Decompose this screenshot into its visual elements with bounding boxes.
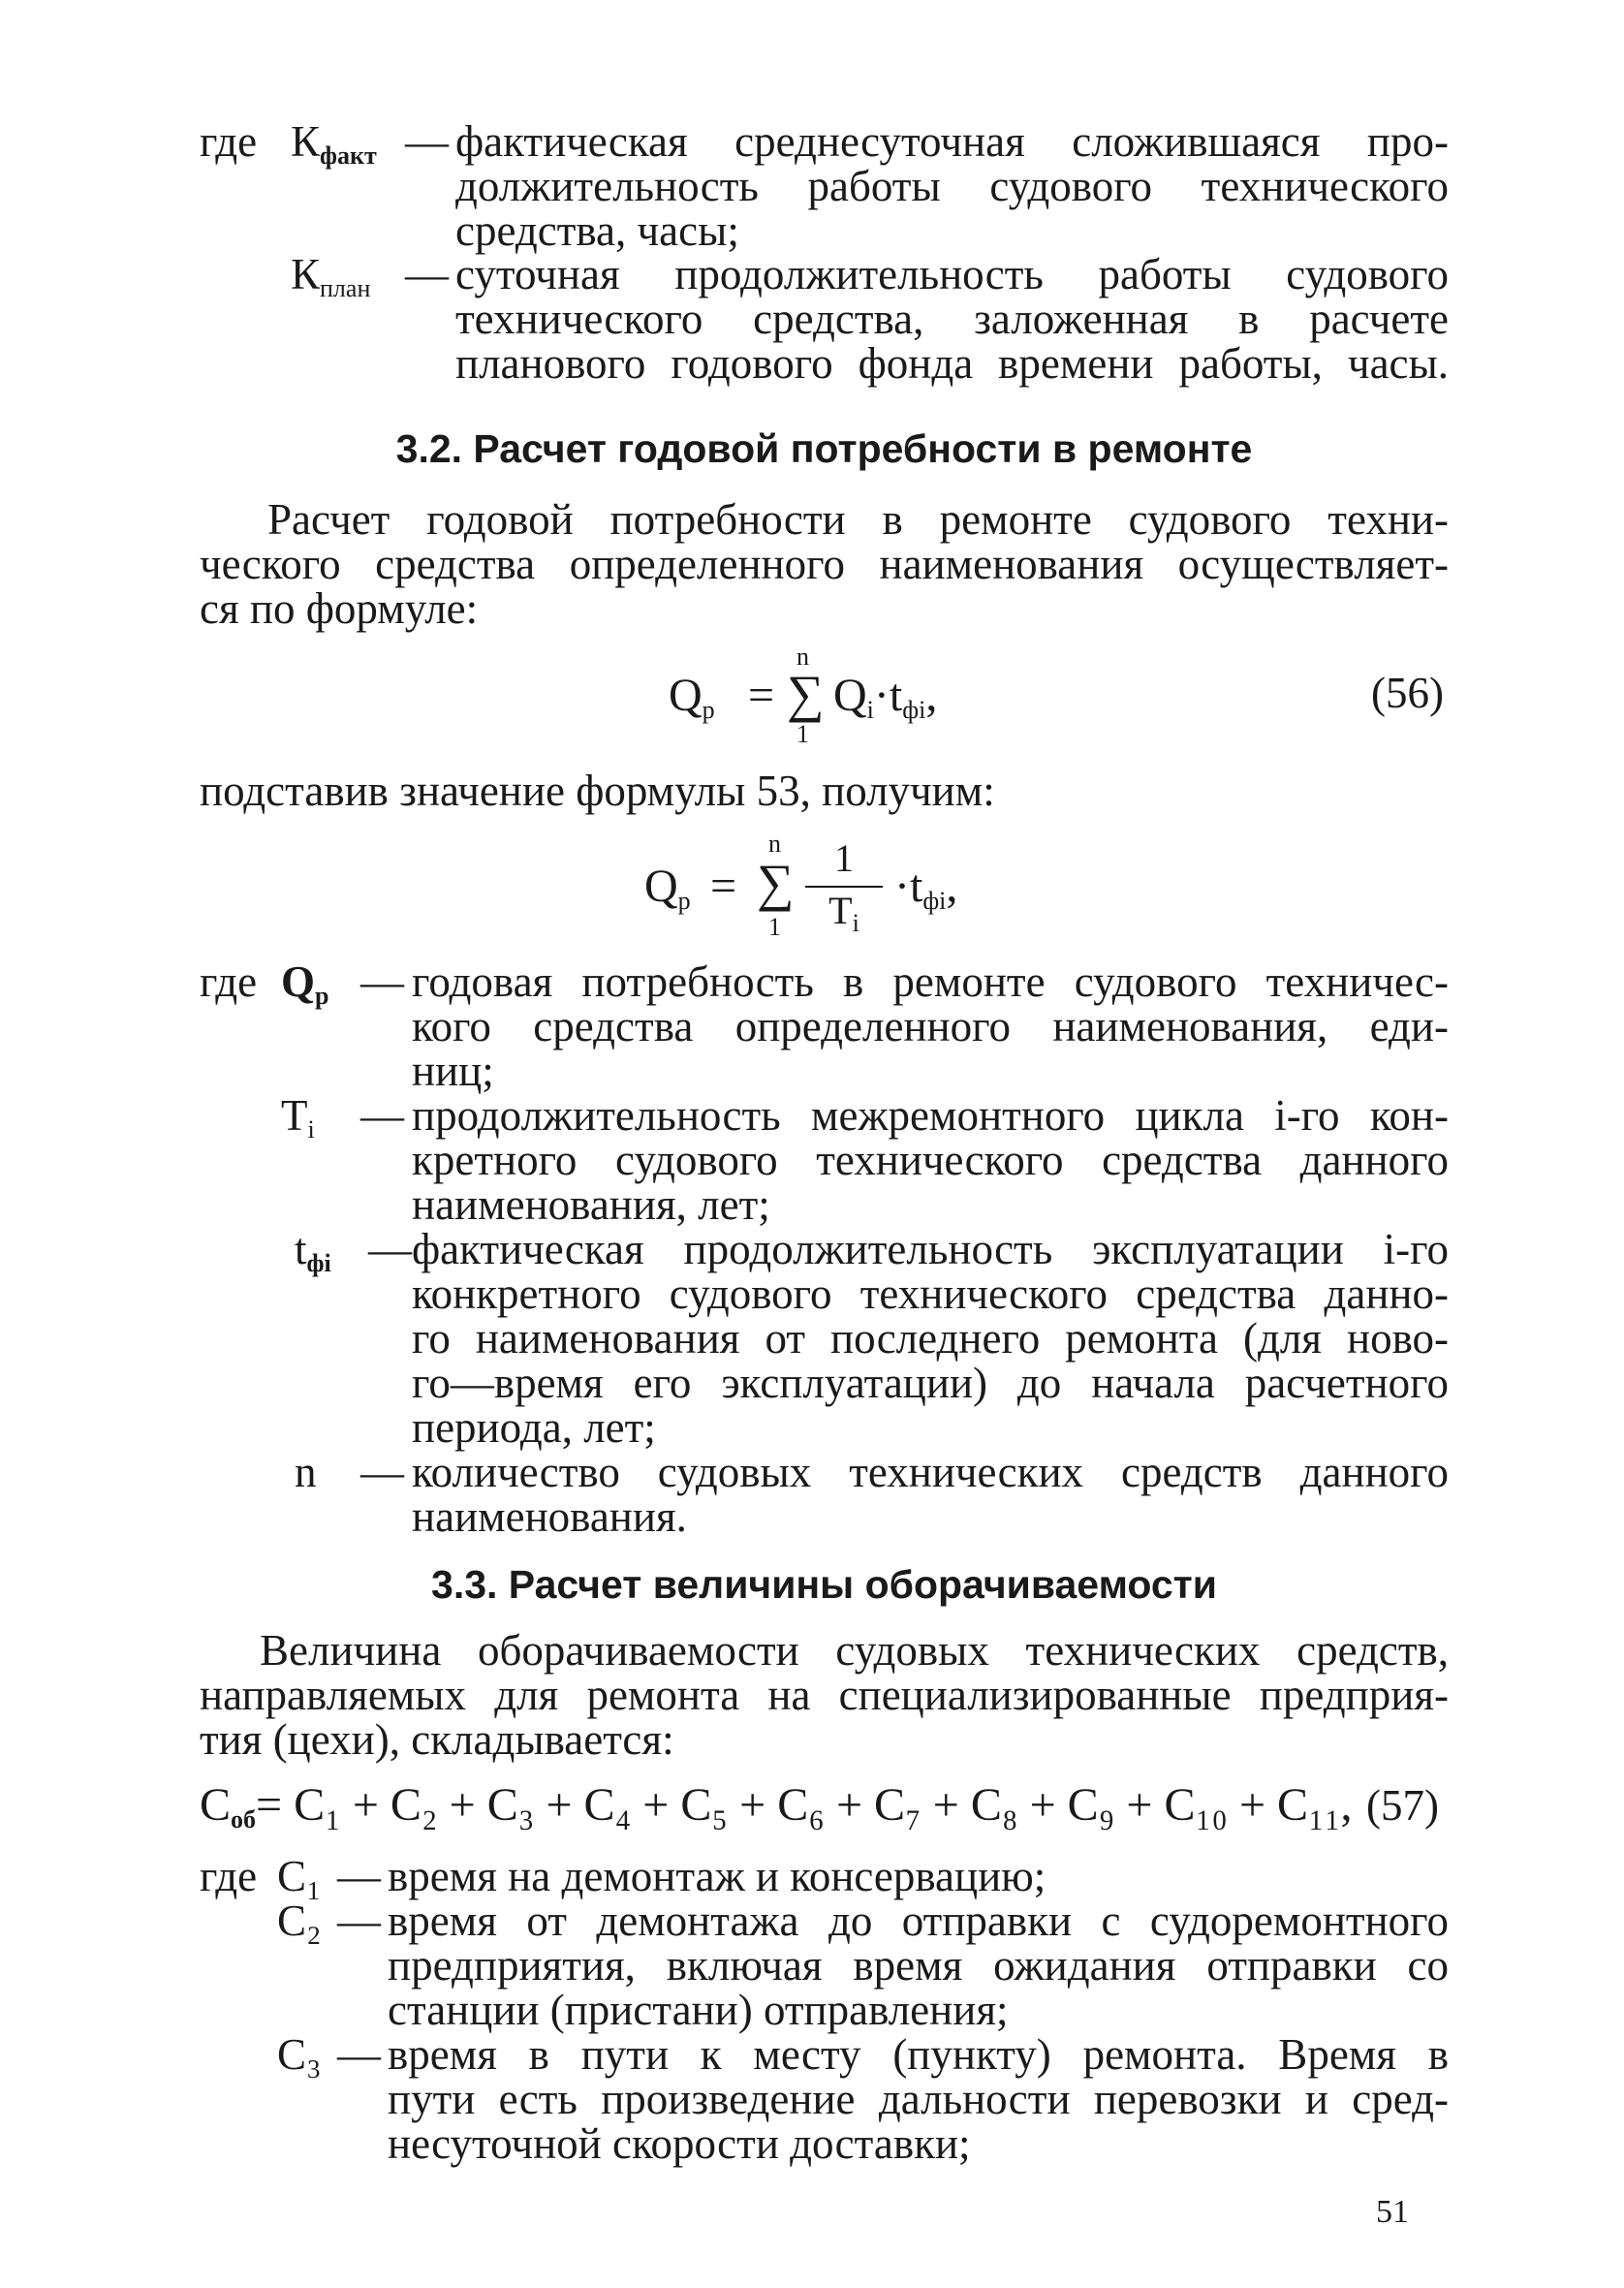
formula-57: $С_{об}= C_1 + C_2 + C_3 + C_4 + C_5 + C_6 + C_7 + C_8 + C_9 + C_{10} + C_{11}$, bbox=[200, 1779, 1353, 1834]
tfi-dash: — bbox=[368, 1225, 412, 1273]
formula-56-lower-limit: 1 bbox=[796, 720, 809, 748]
c3-dash: — bbox=[337, 2030, 381, 2079]
page-number: 51 bbox=[1376, 2194, 1409, 2230]
formula-2-denominator: $T_i$ bbox=[828, 889, 859, 937]
formula-56-body: $Q_i\cdot t_{фi}$, bbox=[833, 670, 938, 724]
formula-2-lhs: $Q_p$ bbox=[644, 861, 691, 915]
c1-def-line-1: время на демонтаж и консервацию; bbox=[388, 1852, 1046, 1900]
c3-def-line-1: время в пути к месту (пункту) ремонта. Время в bbox=[388, 2030, 1449, 2079]
kplan-def-line-2: технического средства, заложенная в расчете bbox=[455, 295, 1449, 343]
formula-56-upper-limit: n bbox=[796, 643, 809, 671]
formula-2-equals: = bbox=[710, 861, 737, 912]
kfakt-dash: — bbox=[405, 117, 449, 166]
formula-2-lower-limit: 1 bbox=[768, 913, 781, 941]
c2-def-line-2: предприятия, включая время ожидания отправки со bbox=[388, 1941, 1449, 1990]
formula-56-number: (56) bbox=[1371, 669, 1444, 717]
formula-2-upper-limit: n bbox=[768, 830, 781, 858]
formula-2-tail: $\cdot t_{фi}$, bbox=[894, 861, 958, 915]
c2-dash: — bbox=[337, 1896, 381, 1945]
tfi-def-line-4: го—время его эксплуатации) до начала расчетного bbox=[412, 1359, 1449, 1407]
formula-2-fraction-bar bbox=[805, 886, 883, 888]
ti-dash: — bbox=[360, 1091, 404, 1140]
kplan-def-line-3: планового годового фонда времени работы, часы. bbox=[455, 339, 1449, 388]
section-3-3-para-line-3: тия (цехи), складывается: bbox=[200, 1715, 674, 1764]
kfakt-def-line-2: должительность работы судового технического bbox=[455, 162, 1449, 210]
section-3-2-heading: 3.2. Расчет годовой потребности в ремонте bbox=[395, 426, 1253, 471]
section-3-3-para-line-1: Величина оборачиваемости судовых технических средств, bbox=[260, 1626, 1449, 1675]
qp-symbol: $Q_р$ bbox=[281, 957, 329, 1010]
where-label: где bbox=[200, 117, 258, 166]
qp-def-line-1: годовая потребность в ремонте судового техничес- bbox=[412, 957, 1449, 1006]
qp-def-line-2: кого средства определенного наименования, еди- bbox=[412, 1002, 1449, 1050]
n-def-line-1: количество судовых технических средств данного bbox=[412, 1448, 1449, 1496]
kfakt-def-line-1: фактическая среднесуточная сложившаяся про- bbox=[455, 117, 1449, 166]
c2-def-line-3: станции (пристани) отправления; bbox=[388, 1986, 1009, 2034]
c3-symbol: С₃ bbox=[277, 2030, 322, 2079]
kplan-dash: — bbox=[405, 250, 449, 298]
qp-dash: — bbox=[360, 957, 404, 1006]
formula-qp-expanded bbox=[644, 831, 1032, 948]
ti-def-line-2: кретного судового технического средства данного bbox=[412, 1136, 1449, 1184]
formula-56 bbox=[669, 644, 1017, 751]
kfakt-symbol: $К_{факт}$ bbox=[291, 117, 377, 170]
formula-57-number: (57) bbox=[1366, 1781, 1439, 1830]
kplan-symbol: $К_{план}$ bbox=[291, 250, 371, 302]
formula-56-equals: = bbox=[748, 670, 775, 721]
kplan-def-line-1: суточная продолжительность работы судового bbox=[455, 250, 1449, 298]
section-3-2-para-line-1: Расчет годовой потребности в ремонте судового техни- bbox=[267, 495, 1449, 544]
c2-symbol: С₂ bbox=[277, 1896, 322, 1945]
tfi-symbol: $t_{фi}$ bbox=[295, 1225, 331, 1277]
where-label-3: где bbox=[200, 1852, 258, 1900]
c1-symbol: С₁ bbox=[277, 1852, 322, 1900]
formula-2-sigma: ∑ bbox=[757, 854, 795, 912]
qp-def-line-3: ниц; bbox=[412, 1047, 494, 1095]
kfakt-def-line-3: средства, часы; bbox=[455, 206, 739, 255]
c3-def-line-2: пути есть произведение дальности перевозки и сред- bbox=[388, 2075, 1449, 2123]
formula-56-lhs: $Q_p$ bbox=[669, 670, 715, 724]
tfi-def-line-3: го наименования от последнего ремонта (для ново- bbox=[412, 1314, 1449, 1363]
ti-def-line-3: наименования, лет; bbox=[412, 1180, 770, 1229]
ti-def-line-1: продолжительность межремонтного цикла i-го кон- bbox=[412, 1091, 1449, 1140]
n-symbol: n bbox=[295, 1448, 317, 1496]
tfi-def-line-5: периода, лет; bbox=[412, 1403, 656, 1452]
formula-56-sigma: ∑ bbox=[787, 665, 825, 723]
section-3-2-para-line-2: ческого средства определенного наименования осуществляет- bbox=[200, 540, 1449, 588]
c3-def-line-3: несуточной скорости доставки; bbox=[388, 2119, 971, 2168]
after-formula-56-text: подставив значение формулы 53, получим: bbox=[200, 767, 995, 815]
formula-2-numerator: 1 bbox=[834, 836, 854, 880]
tfi-def-line-2: конкретного судового технического средства данно- bbox=[412, 1269, 1449, 1318]
c1-dash: — bbox=[337, 1852, 381, 1900]
n-def-line-2: наименования. bbox=[412, 1492, 687, 1541]
tfi-def-line-1: фактическая продолжительность эксплуатации i-го bbox=[412, 1225, 1449, 1273]
c2-def-line-1: время от демонтажа до отправки с судоремонтного bbox=[388, 1896, 1449, 1945]
section-3-3-heading: 3.3. Расчет величины оборачиваемости bbox=[431, 1562, 1217, 1607]
n-dash: — bbox=[360, 1448, 404, 1496]
ti-symbol: $T_i$ bbox=[281, 1091, 315, 1144]
section-3-3-para-line-2: направляемых для ремонта на специализированные предприя- bbox=[200, 1671, 1449, 1719]
where-label-2: где bbox=[200, 957, 258, 1006]
section-3-2-para-line-3: ся по формуле: bbox=[200, 584, 479, 633]
